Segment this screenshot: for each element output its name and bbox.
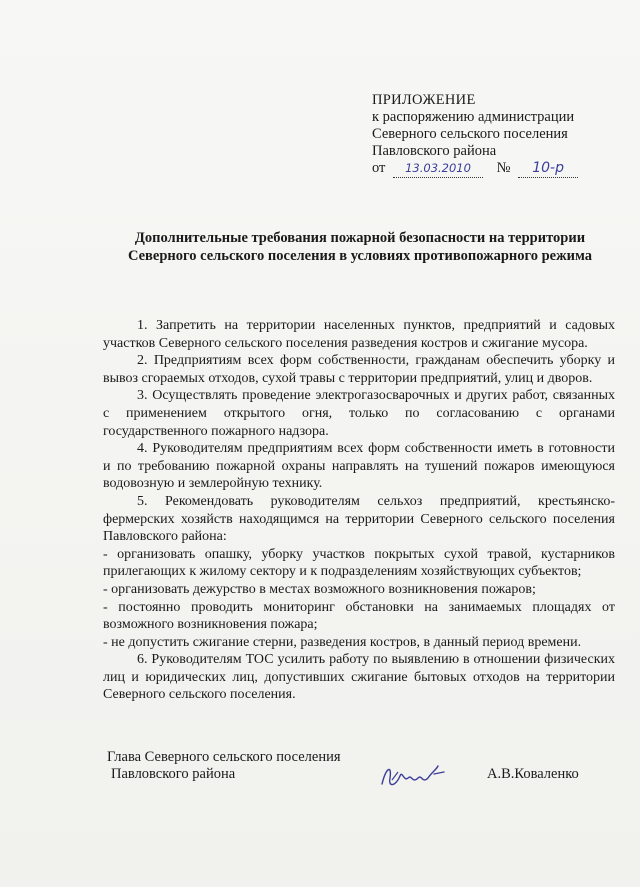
item-2: 2. Предприятиям всех форм собственности, гражданам обеспечить уборку и вывоз сгораемых отходов, сухой травы с территории предприятий, улиц и дворов. bbox=[103, 353, 615, 386]
title-line-2: Северного сельского поселения в условиях противопожарного режима bbox=[127, 248, 593, 264]
subitem-4: - не допустить сжигание стерни, разведения костров, в данный период времени. bbox=[103, 634, 582, 650]
document-body bbox=[103, 317, 615, 704]
signatory-position bbox=[107, 749, 341, 783]
appendix-date-line bbox=[372, 160, 612, 178]
appendix-line-1: к распоряжению администрации bbox=[372, 109, 575, 125]
signatory-position-line-1: Глава Северного сельского поселения bbox=[107, 749, 341, 765]
appendix-line-3: Павловского района bbox=[372, 143, 497, 159]
item-4: 4. Руководителям предприятиям всех форм собственности иметь в готовности и по требованию пожарной охраны направлять на тушений пожаров имеющуюся водовозную и землеройную технику. bbox=[103, 441, 615, 492]
subitem-2: - организовать дежурство в местах возможного возникновения пожаров; bbox=[103, 581, 536, 597]
item-1: 1. Запретить на территории населенных пунктов, предприятий и садовых участков Северного сельского поселения разведения костров и сжигание мусора. bbox=[103, 318, 615, 351]
appendix-block bbox=[372, 92, 612, 178]
number-value: 10-р bbox=[518, 160, 578, 178]
signatory-position-line-2: Павловского района bbox=[111, 766, 236, 782]
item-6: 6. Руководителям ТОС усилить работу по выявлению в отношении физических лиц и юридических лиц, допустивших сжигание бытовых отходов на территории Северного сельского поселения. bbox=[103, 652, 615, 703]
date-label: от bbox=[372, 160, 386, 176]
item-5: 5. Рекомендовать руководителям сельхоз предприятий, крестьянско-фермерских хозяйств находящимся на территории Северного сельского поселения Павловского района: bbox=[103, 493, 615, 545]
appendix-line-2: Северного сельского поселения bbox=[372, 126, 568, 142]
item-3: 3. Осуществлять проведение электрогазосварочных и других работ, связанных с применением открытого огня, только по согласованию с органами государственного пожарного надзора. bbox=[103, 388, 615, 439]
title-line-1: Дополнительные требования пожарной безопасности на территории bbox=[134, 230, 586, 246]
subitem-1: - организовать опашку, уборку участков покрытых сухой травой, кустарников прилегающих к жилому сектору и к подразделениям хозяйствующих субъектов; bbox=[103, 546, 615, 580]
date-value: 13.03.2010 bbox=[393, 160, 483, 178]
subitem-3: - постоянно проводить мониторинг обстановки на занимаемых площадях от возможного возникновения пожара; bbox=[103, 599, 615, 633]
signatory-name: А.В.Коваленко bbox=[487, 766, 579, 782]
number-label: № bbox=[496, 160, 511, 176]
appendix-heading: ПРИЛОЖЕНИЕ bbox=[372, 92, 476, 108]
handwritten-signature-icon bbox=[378, 760, 448, 792]
document-title bbox=[100, 229, 620, 265]
